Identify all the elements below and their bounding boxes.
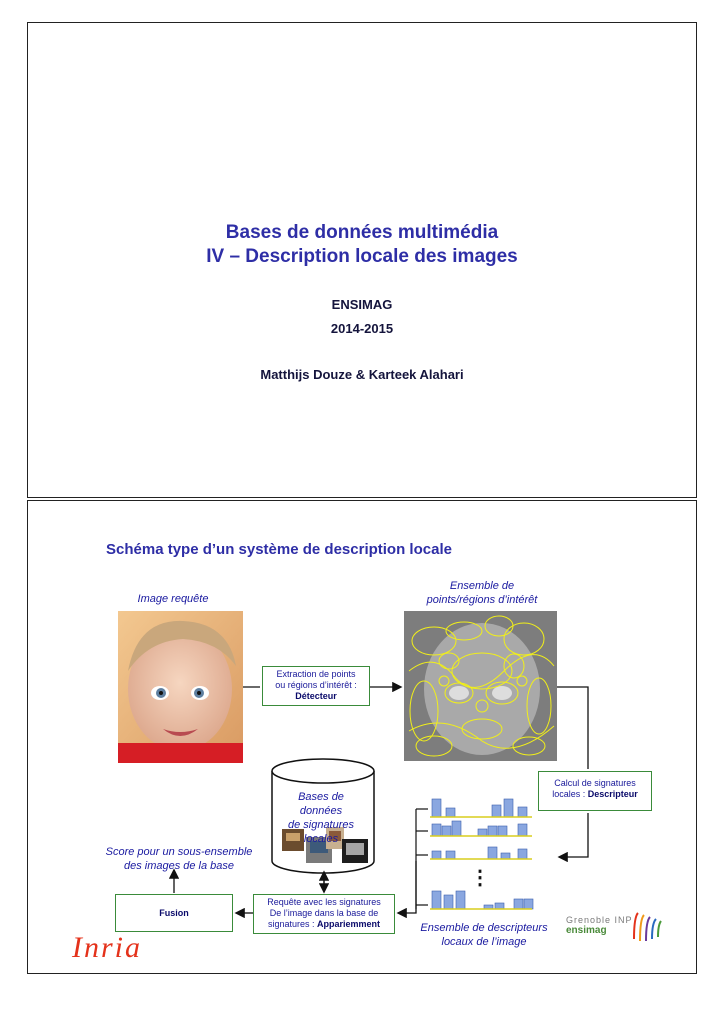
matching-line-3: signatures : (267, 919, 317, 929)
matching-line-2: De l’image dans la base de (269, 908, 379, 918)
descriptor-line-1: Calcul de signatures (554, 778, 636, 788)
grenoble-inp-logo (566, 915, 666, 936)
inp-stripes-icon (628, 909, 664, 945)
db-line-3: locales (303, 833, 339, 845)
detector-label: Détecteur (295, 691, 337, 701)
descriptor-line-2: locales : (552, 789, 588, 799)
ellipsis: ⋮ (470, 867, 490, 889)
gin-logo-line-2: ensimag (566, 925, 607, 936)
flow-arrows (28, 501, 696, 973)
query-image-caption: Image requête (137, 593, 209, 605)
academic-year: 2014-2015 (330, 321, 394, 336)
interest-caption-line-1: Ensemble de (449, 580, 515, 592)
school-name: ENSIMAG (331, 297, 393, 312)
interest-caption-line-2: points/régions d’intérêt (426, 594, 538, 606)
title-slide (27, 22, 697, 498)
score-line-1: Score pour un sous-ensemble (105, 846, 253, 858)
title-line-2: IV – Description locale des images (206, 246, 518, 267)
desc-set-line-2: locaux de l’image (441, 936, 527, 948)
slide-title: Schéma type d’un système de description locale (106, 541, 452, 558)
gin-logo-line-1: Grenoble INP (566, 915, 633, 925)
db-line-2: de signatures (287, 819, 355, 831)
score-line-2: des images de la base (123, 860, 235, 872)
desc-set-line-1: Ensemble de descripteurs (420, 922, 548, 934)
inria-logo: Inria (72, 931, 142, 964)
detector-line-2: ou régions d’intérêt : (275, 680, 357, 690)
matching-line-1: Requête avec les signatures (267, 897, 381, 907)
descriptor-label: Descripteur (587, 789, 638, 799)
authors: Matthijs Douze & Karteek Alahari (260, 367, 464, 382)
db-line-1: Bases de données (298, 791, 344, 817)
detector-line-1: Extraction de points (276, 669, 356, 679)
title-line-1: Bases de données multimédia (225, 222, 499, 243)
fusion-label: Fusion (159, 908, 189, 918)
diagram-slide (27, 500, 697, 974)
matching-label: Appariemment (317, 919, 381, 929)
